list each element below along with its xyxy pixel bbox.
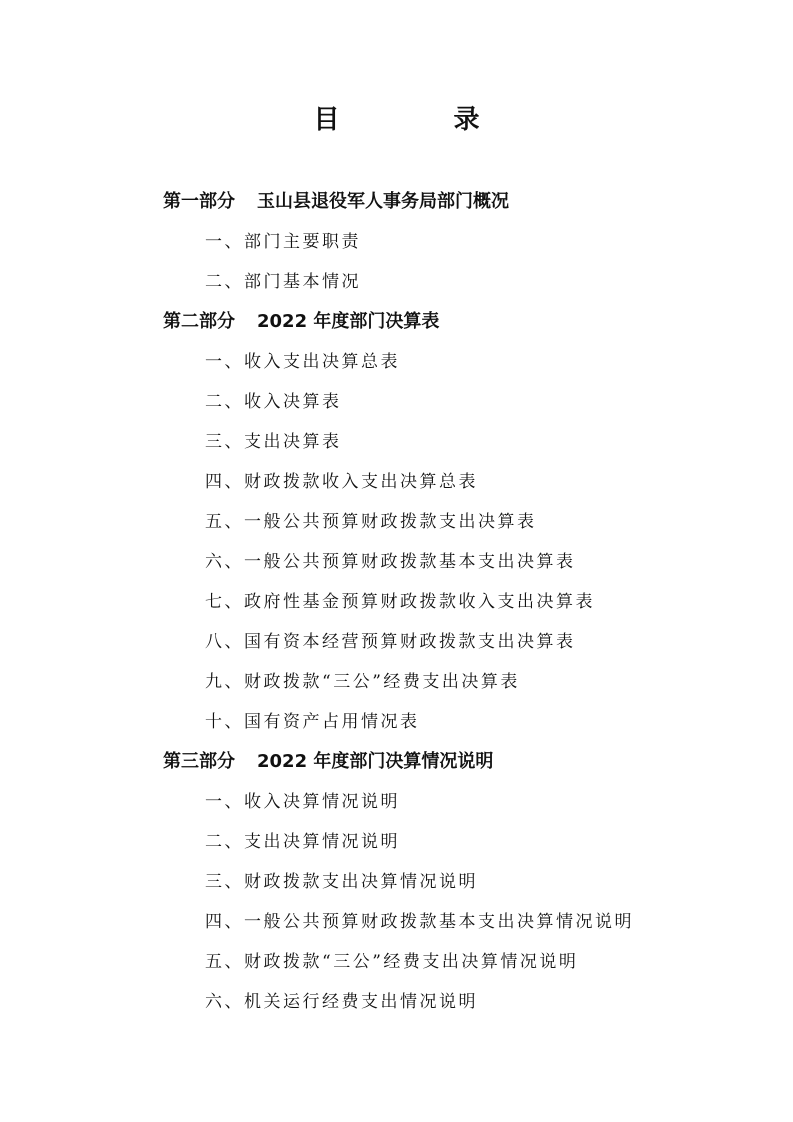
toc-item[interactable]: 五、财政拨款“三公”经费支出决算情况说明 (205, 952, 579, 972)
toc-part-number: 第一部分 (163, 191, 235, 212)
page-title: 目 录 (313, 105, 524, 135)
toc-item[interactable]: 九、财政拨款“三公”经费支出决算表 (205, 672, 520, 692)
toc-item[interactable]: 一、收入决算情况说明 (205, 792, 400, 812)
toc-item[interactable]: 六、机关运行经费支出情况说明 (205, 992, 478, 1012)
toc-item[interactable]: 一、收入支出决算总表 (205, 352, 400, 372)
toc-item[interactable]: 四、财政拨款收入支出决算总表 (205, 472, 478, 492)
toc-item[interactable]: 十、国有资产占用情况表 (205, 712, 420, 732)
toc-item[interactable]: 三、财政拨款支出决算情况说明 (205, 872, 478, 892)
toc-item[interactable]: 七、政府性基金预算财政拨款收入支出决算表 (205, 592, 595, 612)
toc-item[interactable]: 四、一般公共预算财政拨款基本支出决算情况说明 (205, 912, 634, 932)
toc-part-heading: 2022 年度部门决算情况说明 (257, 751, 494, 772)
toc-item[interactable]: 五、一般公共预算财政拨款支出决算表 (205, 512, 537, 532)
toc-part-3[interactable] (163, 748, 493, 776)
toc-item[interactable]: 八、国有资本经营预算财政拨款支出决算表 (205, 632, 576, 652)
toc-item[interactable]: 二、收入决算表 (205, 392, 342, 412)
toc-part-1[interactable] (163, 188, 509, 216)
toc-part-heading: 玉山县退役军人事务局部门概况 (257, 191, 509, 212)
toc-item[interactable]: 三、支出决算表 (205, 432, 342, 452)
toc-item[interactable]: 六、一般公共预算财政拨款基本支出决算表 (205, 552, 576, 572)
toc-part-2[interactable] (163, 308, 439, 336)
toc-item[interactable]: 二、部门基本情况 (205, 272, 361, 292)
toc-part-number: 第三部分 (163, 751, 235, 772)
toc-part-heading: 2022 年度部门决算表 (257, 311, 440, 332)
toc-item[interactable]: 二、支出决算情况说明 (205, 832, 400, 852)
toc-item[interactable]: 一、部门主要职责 (205, 232, 361, 252)
toc-part-number: 第二部分 (163, 311, 235, 332)
